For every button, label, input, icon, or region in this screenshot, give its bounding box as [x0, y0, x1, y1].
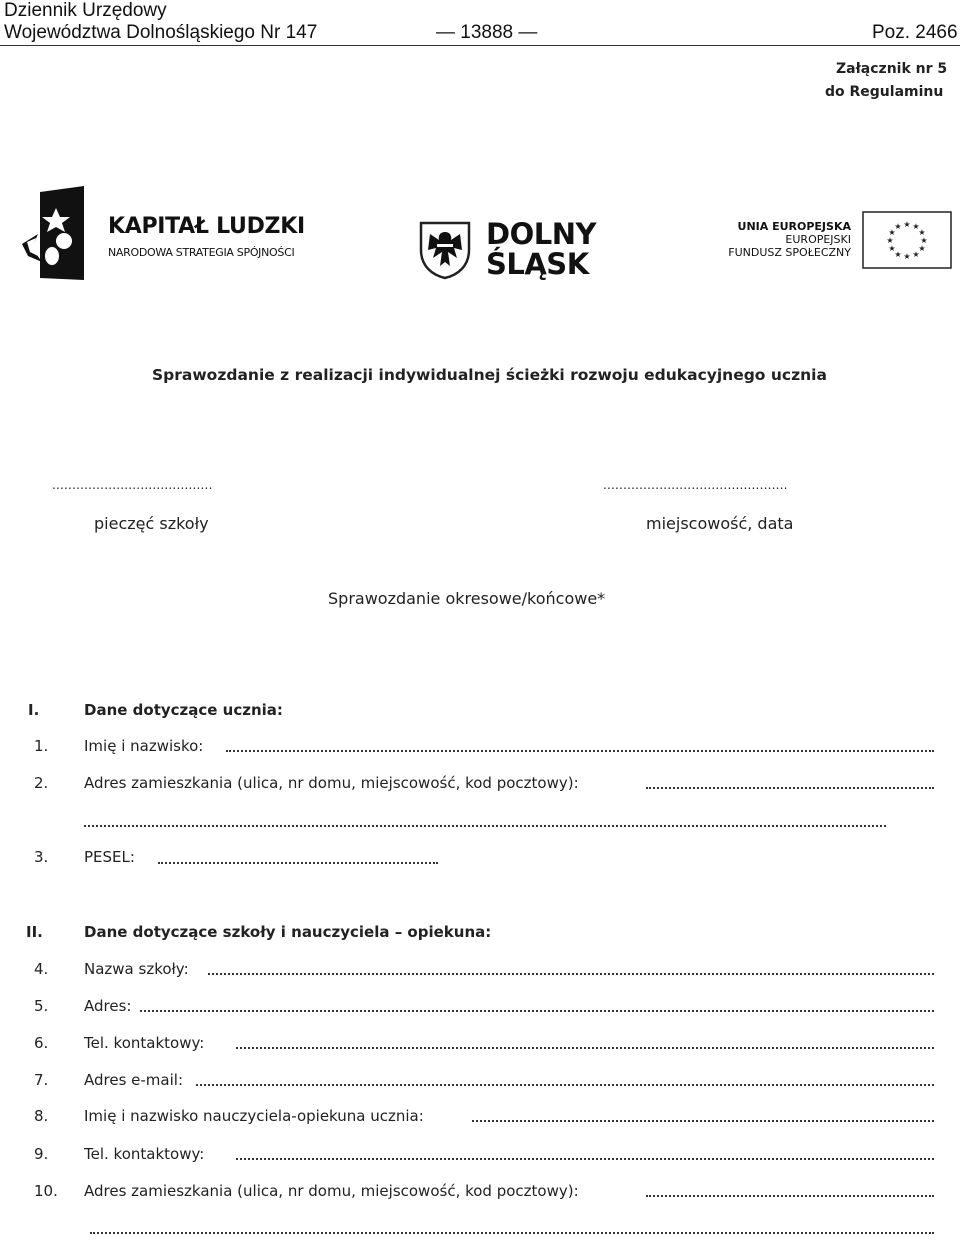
- student-name-field[interactable]: [226, 750, 934, 752]
- field-label-pesel: PESEL:: [84, 848, 135, 866]
- section-1-numeral: I.: [28, 701, 40, 719]
- pesel-field[interactable]: [158, 862, 438, 864]
- field-label-teacher-address: Adres zamieszkania (ulica, nr domu, miejscowość, kod pocztowy):: [84, 1182, 579, 1200]
- school-stamp-dotted-line: ........................................: [52, 478, 213, 492]
- school-phone-field[interactable]: [236, 1047, 934, 1049]
- lower-silesia-coat-of-arms-icon: [418, 220, 472, 280]
- place-date-dotted-line: ..............................................: [603, 478, 788, 492]
- svg-text:★: ★: [912, 222, 920, 231]
- item-number: 6.: [34, 1034, 49, 1052]
- svg-text:★: ★: [894, 250, 902, 259]
- report-type: Sprawozdanie okresowe/końcowe*: [328, 589, 606, 608]
- school-stamp-label: pieczęć szkoły: [94, 514, 209, 533]
- dolny-slask-line1: DOLNY: [486, 217, 596, 251]
- item-number: 1.: [34, 737, 49, 755]
- svg-text:★: ★: [912, 250, 920, 259]
- field-label-school-name: Nazwa szkoły:: [84, 960, 189, 978]
- item-number: 10.: [34, 1182, 58, 1200]
- svg-text:★: ★: [903, 220, 911, 229]
- item-number: 8.: [34, 1107, 49, 1125]
- school-name-field[interactable]: [208, 973, 934, 975]
- field-label-teacher-phone: Tel. kontaktowy:: [84, 1145, 205, 1163]
- eu-logo-line1: UNIA EUROPEJSKA: [737, 220, 851, 233]
- item-number: 7.: [34, 1071, 49, 1089]
- item-number: 4.: [34, 960, 49, 978]
- student-address-field-continued[interactable]: [84, 825, 886, 827]
- teacher-address-field[interactable]: [646, 1195, 934, 1197]
- field-label-student-address: Adres zamieszkania (ulica, nr domu, miejscowość, kod pocztowy):: [84, 774, 579, 792]
- svg-text:★: ★: [894, 222, 902, 231]
- kapital-ludzki-title: KAPITAŁ LUDZKI: [108, 214, 305, 239]
- field-label-email: Adres e-mail:: [84, 1071, 184, 1089]
- journal-name-line2: Województwa Dolnośląskiego Nr 147: [4, 22, 318, 43]
- field-label-student-name: Imię i nazwisko:: [84, 737, 204, 755]
- eu-flag-icon: [862, 211, 952, 269]
- annex-reference: do Regulaminu: [825, 84, 944, 100]
- svg-text:★: ★: [918, 244, 926, 253]
- student-address-field[interactable]: [646, 787, 934, 789]
- svg-text:★: ★: [888, 244, 896, 253]
- header-rule: [0, 45, 960, 46]
- kapital-ludzki-logo-icon: [22, 186, 86, 280]
- main-title: Sprawozdanie z realizacji indywidualnej ścieżki rozwoju edukacyjnego ucznia: [152, 366, 827, 384]
- section-1-heading: Dane dotyczące ucznia:: [84, 701, 283, 719]
- teacher-name-field[interactable]: [472, 1120, 934, 1122]
- eu-logo-line2: EUROPEJSKI: [785, 233, 851, 246]
- page-number: — 13888 —: [436, 22, 538, 43]
- email-field[interactable]: [196, 1084, 934, 1086]
- item-number: 5.: [34, 997, 49, 1015]
- teacher-address-field-continued[interactable]: [90, 1232, 934, 1234]
- kapital-ludzki-subtitle: NARODOWA STRATEGIA SPÓJNOŚCI: [108, 246, 295, 259]
- svg-text:★: ★: [903, 252, 911, 261]
- journal-name-line1: Dziennik Urzędowy: [4, 0, 167, 21]
- dolny-slask-line2: ŚLĄSK: [486, 247, 589, 281]
- field-label-school-phone: Tel. kontaktowy:: [84, 1034, 205, 1052]
- field-label-school-address: Adres:: [84, 997, 132, 1015]
- svg-text:★: ★: [918, 228, 926, 237]
- item-number: 9.: [34, 1145, 49, 1163]
- eu-logo-line3: FUNDUSZ SPOŁECZNY: [728, 246, 851, 259]
- teacher-phone-field[interactable]: [236, 1158, 934, 1160]
- item-number: 2.: [34, 774, 49, 792]
- place-date-label: miejscowość, data: [646, 514, 794, 533]
- item-number: 3.: [34, 848, 49, 866]
- school-address-field[interactable]: [140, 1010, 934, 1012]
- section-2-numeral: II.: [26, 923, 43, 941]
- section-2-heading: Dane dotyczące szkoły i nauczyciela – opiekuna:: [84, 923, 492, 941]
- svg-text:★: ★: [888, 228, 896, 237]
- svg-text:★: ★: [886, 236, 894, 245]
- svg-text:★: ★: [920, 236, 928, 245]
- field-label-teacher-name: Imię i nazwisko nauczyciela-opiekuna ucznia:: [84, 1107, 424, 1125]
- annex-number: Załącznik nr 5: [836, 61, 948, 77]
- position-number: Poz. 2466: [872, 22, 958, 43]
